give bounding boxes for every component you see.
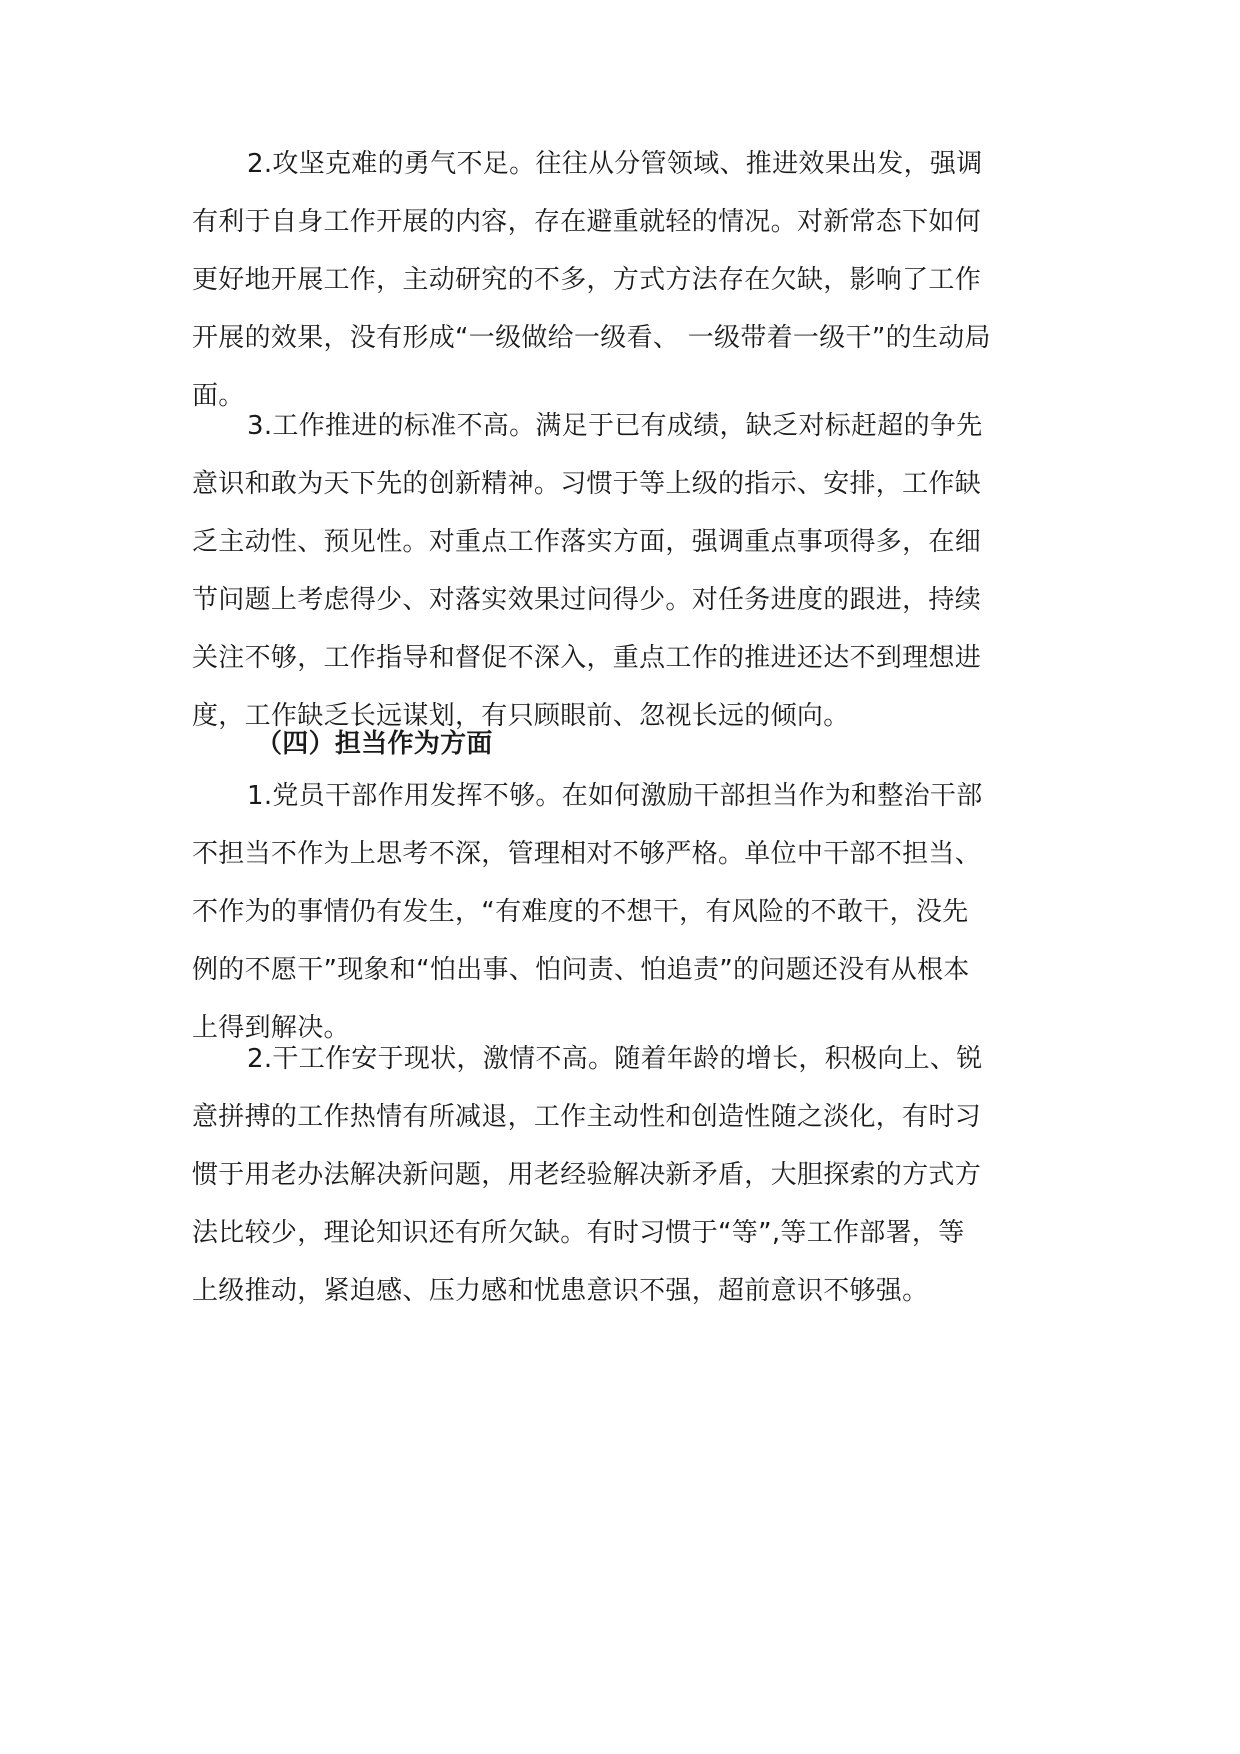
paragraph-line: 2.干工作安于现状，激情不高。随着年龄的增长，积极向上、锐	[247, 1044, 983, 1074]
paragraph-line: 2.攻坚克难的勇气不足。往往从分管领域、推进效果出发，强调	[247, 149, 983, 179]
paragraph-line: 3.工作推进的标准不高。满足于已有成绩，缺乏对标赶超的争先	[247, 411, 983, 441]
section-heading: （四）担当作为方面	[256, 729, 493, 759]
paragraph-line: 法比较少，理论知识还有所欠缺。有时习惯于“等”,等工作部署，等	[192, 1218, 965, 1248]
paragraph-passion	[192, 1030, 1058, 1320]
paragraph-line: 度，工作缺乏长远谋划，有只顾眼前、忽视长远的倾向。	[192, 701, 850, 731]
paragraph-line: 有利于自身工作开展的内容，存在避重就轻的情况。对新常态下如何	[192, 207, 982, 237]
paragraph-line: 惯于用老办法解决新问题，用老经验解决新矛盾，大胆探索的方式方	[192, 1160, 982, 1190]
paragraph-cadres	[192, 767, 1058, 1057]
section-heading-block	[192, 715, 1058, 773]
paragraph-line: 开展的效果，没有形成“一级做给一级看、 一级带着一级干”的生动局	[192, 323, 991, 353]
paragraph-line: 面。	[192, 381, 245, 411]
paragraph-line: 意拼搏的工作热情有所减退，工作主动性和创造性随之淡化，有时习	[192, 1102, 982, 1132]
paragraph-standard	[192, 397, 1058, 745]
paragraph-line: 不担当不作为上思考不深，管理相对不够严格。单位中干部不担当、	[192, 839, 982, 869]
paragraph-line: 关注不够，工作指导和督促不深入，重点工作的推进还达不到理想进	[192, 643, 982, 673]
paragraph-line: 更好地开展工作，主动研究的不多，方式方法存在欠缺，影响了工作	[192, 265, 982, 295]
paragraph-line: 意识和敢为天下先的创新精神。习惯于等上级的指示、安排，工作缺	[192, 469, 982, 499]
paragraph-line: 节问题上考虑得少、对落实效果过问得少。对任务进度的跟进，持续	[192, 585, 982, 615]
paragraph-courage	[192, 135, 1058, 425]
paragraph-line: 1.党员干部作用发挥不够。在如何激励干部担当作为和整治干部	[247, 781, 983, 811]
paragraph-line: 上得到解决。	[192, 1013, 350, 1043]
paragraph-line: 不作为的事情仍有发生，“有难度的不想干，有风险的不敢干，没先	[192, 897, 969, 927]
paragraph-line: 上级推动，紧迫感、压力感和忧患意识不强，超前意识不够强。	[192, 1276, 929, 1306]
paragraph-line: 乏主动性、预见性。对重点工作落实方面，强调重点事项得多，在细	[192, 527, 982, 557]
paragraph-line: 例的不愿干”现象和“怕出事、怕问责、怕追责”的问题还没有从根本	[192, 955, 970, 985]
